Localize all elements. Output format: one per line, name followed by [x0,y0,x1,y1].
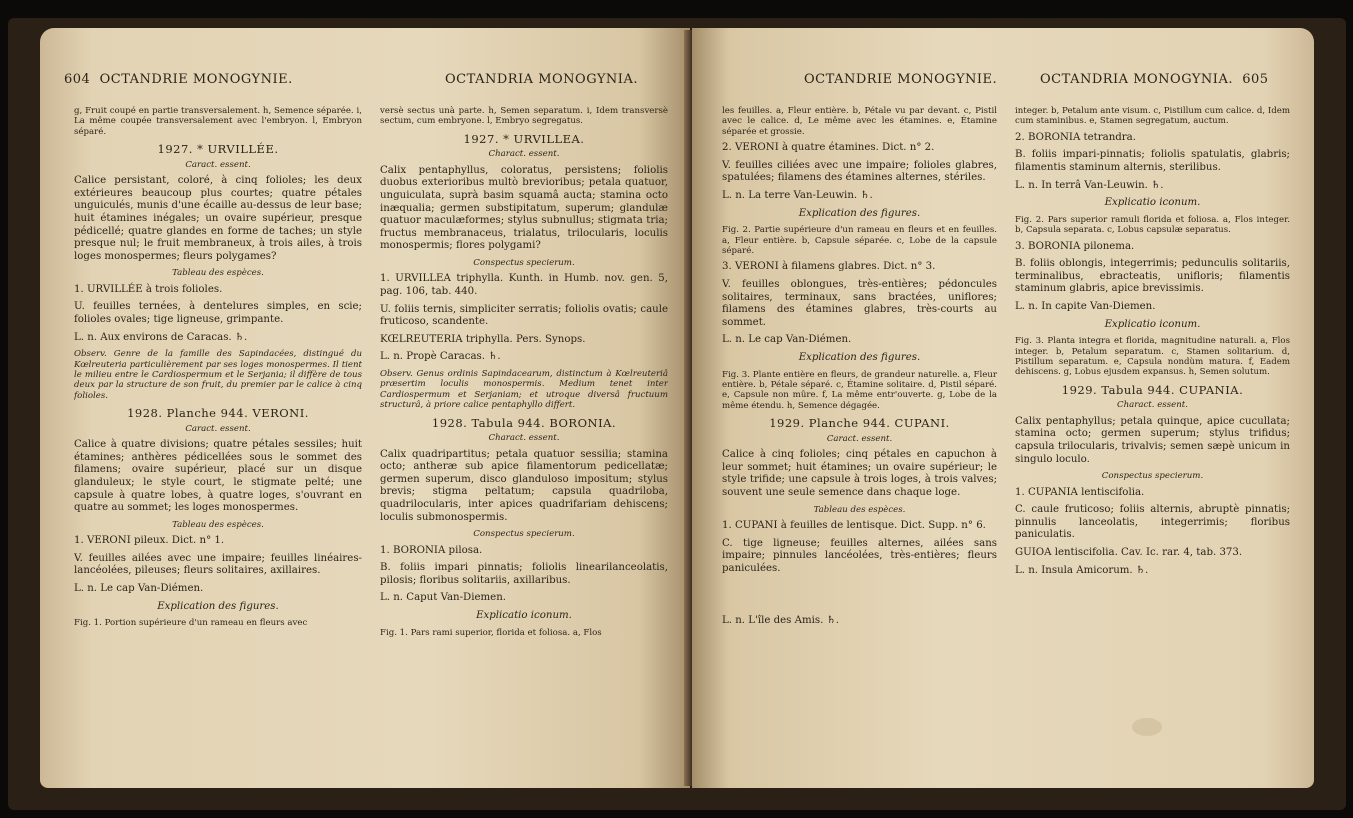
figure-caption: Fig. 3. Plante entière en fleurs, de grandeur naturelle. a, Fleur entière. b, Pétale séparé. c, Étamine solitaire. d, Pistil séparé. e, Capsule non mûre. f, La même entr'ouverte. g, Lobe de la même étendu. h, Semence dégagée. [722,369,997,411]
running-head-left-page [64,72,293,87]
synonym: GUIOA lentiscifolia. Cav. Ic. rar. 4, tab. 373. [1015,546,1243,558]
paragraph: V. feuilles ailées avec une impaire; feuilles linéaires-lancéolées, pileuses; fleurs solitaires, axillaires. [74,552,362,577]
paragraph: Calix pentaphyllus, coloratus, persistens; foliolis duobus exterioribus multò brevioribus; petala quatuor, unguiculata, suprà basim squamâ aucta; stamina octo inæqualia; germen substipitatum, superum; glandulæ quatuor maculæformes; stylus subnullus; stigmata tria; fructus membranaceus, trialatus, trilocularis, loculis monospermis; flores polygami? [380,164,668,252]
figure-caption: Fig. 1. Portion supérieure d'un rameau en fleurs avec [74,618,308,629]
figure-caption: Fig. 2. Partie supérieure d'un rameau en fleurs et en feuilles. a, Fleur entière. b, Capsule séparée. c, Lobe de la capsule séparé. [722,225,997,256]
subheading: Caract. essent. [826,433,893,444]
subheading: Tableau des espèces. [172,268,264,279]
paragraph: Calice à cinq folioles; cinq pétales en capuchon à leur sommet; huit étamines; un ovaire supérieur; le style trifide; une capsule à trois loges, à trois valves; souvent une seule semence dans chaque loge. [722,449,997,498]
subheading: Conspectus specierum. [473,257,575,268]
observation: Observ. Genre de la famille des Sapindacées, distingué du Kœlreuteria particulièrement par ses loges monospermes. Il tient le milieu entre le Cardiospermum et le Serjania; il diffère de tous deux par la structure de son fruit, du premier par le calice à cinq folioles. [74,349,362,401]
subheading: Charact. essent. [488,149,560,160]
genus-heading: 1928. Planche 944. VERONI. [127,406,309,421]
paragraph: Calix quadripartitus; petala quatuor sessilia; stamina octo; antheræ sub apice filamentorum pedicellatæ; germen superum, disco glanduloso impositum; stylus brevis; stigma peltatum; capsula quadriloba, quadrilocularis, inter apices quadrifariam dehiscens; loculis submonospermis. [380,448,668,523]
genus-heading: 1927. * URVILLÉE. [157,142,279,157]
paragraph: U. feuilles ternées, à dentelures simples, en scie; folioles ovales; tige ligneuse, grimpante. [74,301,362,325]
left-page [40,28,690,788]
genus-heading: 1929. Tabula 944. CUPANIA. [1061,382,1244,397]
paper-stain [1132,718,1162,736]
species-heading: 2. BORONIA tetrandra. [1015,131,1136,143]
paragraph: L. n. In terrâ Van-Leuwin. ♄. [1015,179,1164,191]
paragraph: Calix pentaphyllus; petala quinque, apice cucullata; stamina octo; germen superum; stylus trifidus; capsula trilocularis, trivalvis; semen sæpè unicum in singulo loculo. [1015,415,1290,465]
species-heading: 1. CUPANI à feuilles de lentisque. Dict. Supp. n° 6. [722,519,986,531]
synonym: KŒLREUTERIA triphylla. Pers. Synops. [380,333,586,345]
paragraph: L. n. Caput Van-Diemen. [380,592,507,604]
species-heading: 3. BORONIA pilonema. [1015,240,1135,252]
paragraph: L. n. Insula Amicorum. ♄. [1015,564,1149,576]
paragraph: L. n. In capite Van-Diemen. [1015,300,1156,312]
paragraph: U. foliis ternis, simpliciter serratis; foliolis ovatis; caule fruticoso, scandente. [380,303,668,328]
paragraph: V. feuilles oblongues, très-entières; pédoncules solitaires, terminaux, sans bractées, uniflores; filamens des étamines glabres, très-courts au sommet. [722,279,997,328]
subheading: Charact. essent. [1117,400,1188,411]
figure-caption: Fig. 3. Planta integra et florida, magnitudine naturali. a, Flos integer. b, Petalum separatum. c, Stamen solitarium. d, Pistillum separatum. e, Capsula nondùm matura. f, Eadem dehiscens. g, Lobus ejusdem expansus. h, Semen solutum. [1015,336,1290,378]
observation: Observ. Genus ordinis Sapindacearum, distinctum à Kœlreuteriâ præsertim loculis monospermis. Medium tenet inter Cardiospermum et Serjaniam; et utroque diversâ fructuum structurâ, à priore calice pentaphyllo differt. [380,368,668,411]
species-heading: 1. URVILLEA triphylla. Kunth. in Humb. nov. gen. 5, pag. 106, tab. 440. [380,273,668,297]
paragraph: L. n. Aux environs de Caracas. ♄. [74,331,248,343]
paragraph: B. foliis impari pinnatis; foliolis linearilanceolatis, pilosis; floribus solitariis, axillaribus. [380,562,668,586]
running-head-right-page [1040,72,1269,87]
figure-caption: Fig. 2. Pars superior ramuli florida et foliosa. a, Flos integer. b, Capsula separata. c, Lobus capsulæ separatus. [1015,214,1290,236]
subheading: Conspectus specierum. [1101,471,1204,482]
paragraph: versè sectus unà parte. h, Semen separatum. i, Idem transversè sectum, cum embryone. l, Embryo segregatus. [380,106,668,127]
species-heading: 1. BORONIA pilosa. [380,544,483,556]
subheading: Caract. essent. [185,423,251,434]
subheading: Explication des figures. [157,600,279,612]
french-column [722,106,997,778]
french-column [74,106,362,778]
paragraph: les feuilles. a, Fleur entière. b, Pétale vu par devant. c, Pistil avec le calice. d, Le même avec les étamines. e, Étamine séparée et grossie. [722,106,997,137]
page-number: 605 [1242,72,1269,87]
species-heading: 1. CUPANIA lentiscifolia. [1015,486,1145,498]
subheading: Explicatio iconum. [1104,318,1201,330]
paragraph: integer. b, Petalum ante visum. c, Pistillum cum calice. d, Idem cum staminibus. e, Stamen segregatum, auctum. [1015,106,1290,127]
subheading: Explication des figures. [798,207,921,219]
paragraph: L. n. Propè Caracas. ♄. [380,351,501,363]
subheading: Tableau des espèces. [813,504,906,515]
subheading: Caract. essent. [185,159,251,170]
genus-heading: 1927. * URVILLEA. [463,131,585,146]
genus-heading: 1929. Planche 944. CUPANI. [769,416,950,431]
right-page [692,28,1314,788]
paragraph: L. n. Le cap Van-Diémen. [722,334,852,346]
paragraph: B. foliis oblongis, integerrimis; pedunculis solitariis, terminalibus, ebracteatis, unifloris; filamentis staminum glabris, apice brevissimis. [1015,258,1290,295]
paragraph: V. feuilles ciliées avec une impaire; folioles glabres, spatulées; filamens des étamines alternes, stériles. [722,159,997,184]
running-head-la: OCTANDRIA MONOGYNIA. [445,72,638,87]
paragraph: C. tige ligneuse; feuilles alternes, ailées sans impaire; pinnules lancéolées, très-entières; fleurs paniculées. [722,537,997,574]
subheading: Charact. essent. [488,433,560,444]
paragraph: Calice persistant, coloré, à cinq folioles; les deux extérieures beaucoup plus courtes; quatre pétales unguiculés, munis d'une écaille au-dessus de leur base; huit étamines inégales; un ovaire supérieur, presque pédicellé; quatre glandes en forme de taches; un style presque nul; le fruit membraneux, à trois ailes, à trois loges monospermes; fleurs polygames? [74,175,362,262]
latin-column [380,106,668,778]
paragraph: L. n. Le cap Van-Diémen. [74,582,204,594]
running-head-la: OCTANDRIA MONOGYNIA. [1040,72,1233,87]
paragraph: g, Fruit coupé en partie transversalement. h, Semence séparée. i, La même coupée transversalement avec l'embryon. l, Embryon séparé. [74,106,362,137]
species-heading: 1. VERONI pileux. Dict. n° 1. [74,535,225,547]
paragraph: C. caule fruticoso; foliis alternis, abruptè pinnatis; pinnulis lanceolatis, integerrimis; floribus paniculatis. [1015,504,1290,541]
species-heading: 2. VERONI à quatre étamines. Dict. n° 2. [722,142,935,154]
subheading: Tableau des espèces. [172,519,264,530]
species-heading: 1. URVILLÉE à trois folioles. [74,283,223,295]
species-heading: 3. VERONI à filamens glabres. Dict. n° 3. [722,261,936,273]
running-head-fr: OCTANDRIE MONOGYNIE. [804,72,998,87]
paragraph: L. n. L'île des Amis. ♄. [722,615,839,627]
subheading: Explicatio iconum. [1104,197,1201,209]
page-number: 604 [64,72,91,87]
paragraph: L. n. La terre Van-Leuwin. ♄. [722,190,873,201]
figure-caption: Fig. 1. Pars rami superior, florida et foliosa. a, Flos [380,627,602,638]
subheading: Explicatio iconum. [476,609,572,621]
subheading: Explication des figures. [798,351,921,363]
paragraph: B. foliis impari-pinnatis; foliolis spatulatis, glabris; filamentis staminum alternis, sterilibus. [1015,149,1290,173]
genus-heading: 1928. Tabula 944. BORONIA. [431,415,617,430]
paragraph: Calice à quatre divisions; quatre pétales sessiles; huit étamines; anthères pédicellées sous le sommet des filamens; ovaire supérieur, placé sur un disque glanduleux; le style court, le stigmate pelté; une capsule à quatre lobes, à quatre loges, s'ouvrant en quatre au sommet; les loges monospermes. [74,439,362,514]
running-head-fr: OCTANDRIE MONOGYNIE. [99,72,293,87]
latin-column [1015,106,1290,778]
subheading: Conspectus specierum. [473,529,575,540]
